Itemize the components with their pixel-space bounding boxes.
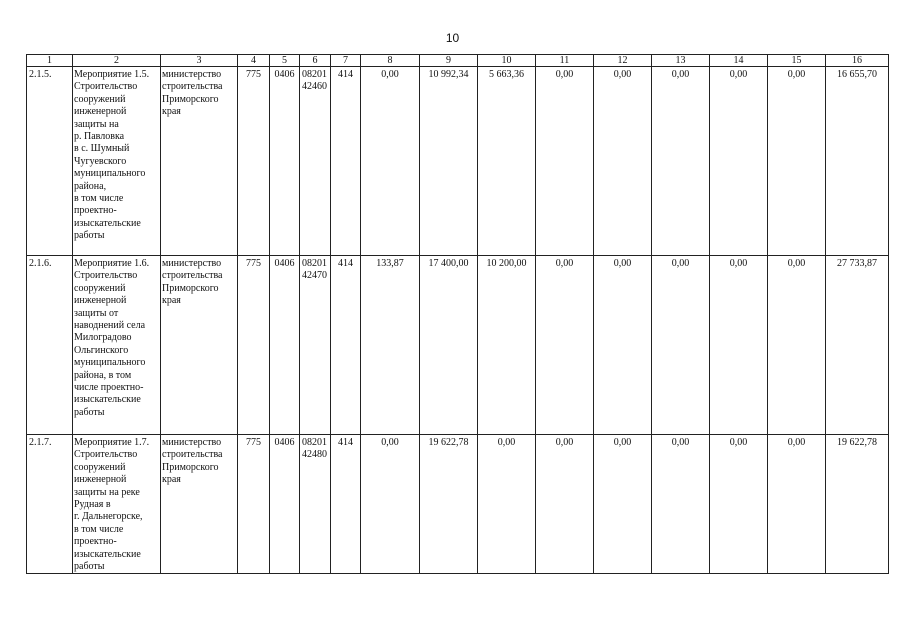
value-cell: 0,00 (768, 256, 826, 435)
value-cell: 0,00 (361, 67, 420, 256)
value-cell: 0,00 (710, 435, 768, 574)
table-row (27, 256, 889, 435)
csr-code: 0820142460 (300, 67, 331, 256)
rzpr-code: 0406 (270, 435, 300, 574)
row-number: 2.1.6. (27, 256, 73, 435)
responsible-executor: министерство строительства Приморского края (161, 256, 238, 435)
measure-name: Мероприятие 1.7. Строительство сооружений инженерной защиты на реке Рудная в г. Дальнегорске, в том числе проектно- изыскательские работы (73, 435, 161, 574)
column-header: 15 (768, 55, 826, 67)
value-cell: 10 992,34 (420, 67, 478, 256)
measure-name: Мероприятие 1.6. Строительство сооружений инженерной защиты от наводнений села Милоградово Ольгинского муниципального района, в том числе проектно- изыскательские работы (73, 256, 161, 435)
column-header: 10 (478, 55, 536, 67)
value-cell: 0,00 (652, 256, 710, 435)
column-header: 3 (161, 55, 238, 67)
value-cell: 0,00 (594, 435, 652, 574)
value-cell: 0,00 (652, 67, 710, 256)
vr-code: 414 (331, 67, 361, 256)
vr-code: 414 (331, 256, 361, 435)
page-number: 10 (445, 31, 460, 45)
budget-table (26, 54, 889, 574)
total-cell: 27 733,87 (826, 256, 889, 435)
value-cell: 0,00 (361, 435, 420, 574)
value-cell: 0,00 (536, 435, 594, 574)
column-header: 9 (420, 55, 478, 67)
value-cell: 0,00 (768, 435, 826, 574)
column-header: 16 (826, 55, 889, 67)
column-header: 7 (331, 55, 361, 67)
grbs-code: 775 (238, 256, 270, 435)
column-header: 1 (27, 55, 73, 67)
value-cell: 0,00 (594, 256, 652, 435)
grbs-code: 775 (238, 67, 270, 256)
total-cell: 16 655,70 (826, 67, 889, 256)
value-cell: 0,00 (710, 67, 768, 256)
column-header: 12 (594, 55, 652, 67)
responsible-executor: министерство строительства Приморского края (161, 67, 238, 256)
value-cell: 0,00 (652, 435, 710, 574)
column-header: 8 (361, 55, 420, 67)
column-header: 5 (270, 55, 300, 67)
column-header: 13 (652, 55, 710, 67)
value-cell: 0,00 (594, 67, 652, 256)
row-number: 2.1.5. (27, 67, 73, 256)
value-cell: 19 622,78 (420, 435, 478, 574)
value-cell: 0,00 (710, 256, 768, 435)
value-cell: 0,00 (536, 67, 594, 256)
table-row (27, 67, 889, 256)
column-number-row (27, 55, 889, 67)
value-cell: 17 400,00 (420, 256, 478, 435)
total-cell: 19 622,78 (826, 435, 889, 574)
column-header: 6 (300, 55, 331, 67)
measure-name: Мероприятие 1.5. Строительство сооружений инженерной защиты на р. Павловка в с. Шумный Чугуевского муниципального района, в том числе проектно- изыскательские работы (73, 67, 161, 256)
value-cell: 0,00 (768, 67, 826, 256)
rzpr-code: 0406 (270, 67, 300, 256)
value-cell: 133,87 (361, 256, 420, 435)
value-cell: 5 663,36 (478, 67, 536, 256)
responsible-executor: министерство строительства Приморского края (161, 435, 238, 574)
column-header: 4 (238, 55, 270, 67)
table-row (27, 435, 889, 574)
column-header: 2 (73, 55, 161, 67)
value-cell: 0,00 (536, 256, 594, 435)
column-header: 14 (710, 55, 768, 67)
column-header: 11 (536, 55, 594, 67)
csr-code: 0820142480 (300, 435, 331, 574)
rzpr-code: 0406 (270, 256, 300, 435)
csr-code: 0820142470 (300, 256, 331, 435)
vr-code: 414 (331, 435, 361, 574)
row-number: 2.1.7. (27, 435, 73, 574)
value-cell: 10 200,00 (478, 256, 536, 435)
value-cell: 0,00 (478, 435, 536, 574)
grbs-code: 775 (238, 435, 270, 574)
